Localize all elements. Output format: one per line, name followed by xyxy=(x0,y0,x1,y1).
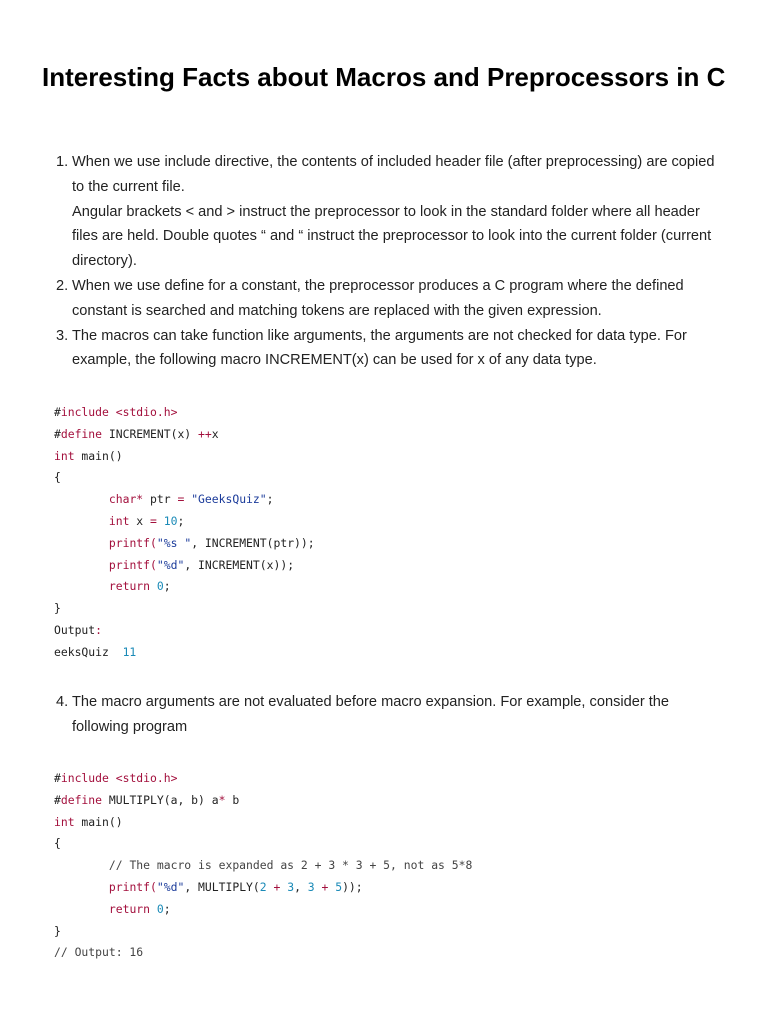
code-token xyxy=(150,902,157,916)
code-token: // Output: 16 xyxy=(54,945,144,960)
code-token: main() xyxy=(74,448,123,463)
code-token: : xyxy=(95,622,103,637)
code-token: main() xyxy=(74,814,123,829)
code-token: define xyxy=(60,792,103,807)
code-line xyxy=(54,446,315,468)
code-token xyxy=(54,536,109,550)
list-item-text: The macro arguments are not evaluated before macro expansion. For example, consider the following program xyxy=(72,694,670,735)
list-item-number: 4. xyxy=(56,694,69,710)
code-token: 5 xyxy=(335,879,343,894)
list-item-number: 3. xyxy=(56,327,69,344)
code-token xyxy=(54,579,109,593)
code-token: 0 xyxy=(156,579,164,594)
code-token: = xyxy=(177,492,185,507)
code-token: int xyxy=(108,513,130,528)
code-token: printf( xyxy=(108,535,157,550)
code-line xyxy=(54,424,315,446)
code-block-increment xyxy=(54,402,315,664)
code-token: // The macro is expanded as 2 + 3 * 3 + 5, not as 5*8 xyxy=(108,858,473,873)
code-token: 2 xyxy=(259,879,267,894)
code-line xyxy=(54,855,472,877)
code-token: return xyxy=(108,579,151,594)
code-token: return xyxy=(108,901,151,916)
code-line xyxy=(54,402,315,424)
code-token: )); xyxy=(342,879,363,894)
code-token xyxy=(315,880,322,894)
code-line xyxy=(54,942,472,964)
code-block-multiply xyxy=(54,768,472,964)
list-item-text: The macros can take function like arguments, the arguments are not checked for data type. For example, the following macro INCREMENT(x) can be used for x of any data type. xyxy=(72,327,687,369)
code-token: INCREMENT(x) xyxy=(102,426,199,441)
list-item-text: When we use define for a constant, the preprocessor produces a C program where the defined constant is searched and matching tokens are replaced with the given expression. xyxy=(72,277,684,319)
code-token: "%s " xyxy=(156,535,192,550)
code-line xyxy=(54,489,315,511)
code-line xyxy=(54,899,472,921)
code-line xyxy=(54,921,472,943)
code-line xyxy=(54,790,472,812)
list-item xyxy=(0,324,768,374)
code-token: # xyxy=(54,426,61,441)
code-token: ++ xyxy=(198,426,212,441)
code-token: , xyxy=(294,879,308,894)
code-token: { xyxy=(54,470,61,485)
code-line xyxy=(54,877,472,899)
code-line xyxy=(54,555,315,577)
code-token: "GeeksQuiz" xyxy=(191,492,267,507)
code-token: # xyxy=(54,405,61,419)
code-token: + xyxy=(321,879,329,894)
code-token: ; xyxy=(266,492,274,507)
code-token: x xyxy=(129,513,151,528)
code-token xyxy=(54,902,109,916)
code-token: ; xyxy=(163,901,171,916)
code-token: ; xyxy=(163,579,171,594)
code-token: int xyxy=(54,448,75,463)
facts-list-continued xyxy=(0,690,768,740)
code-token: 11 xyxy=(122,644,137,659)
code-token: b xyxy=(225,792,240,807)
code-token: , INCREMENT(ptr)); xyxy=(191,535,315,550)
code-token xyxy=(54,492,109,506)
code-token: ptr xyxy=(143,492,178,507)
code-line xyxy=(54,576,315,598)
list-item-text: When we use include directive, the contents of included header file (after preprocessing) are copied to the current file. xyxy=(72,154,715,195)
code-token: 0 xyxy=(156,901,164,916)
code-token: "%d" xyxy=(156,557,185,572)
code-token: # xyxy=(54,792,61,807)
code-token: include xyxy=(60,771,109,785)
list-item-text: Angular brackets < and > instruct the preprocessor to look in the standard folder where all header files are held. Double quotes “ and “ instruct the preprocessor to look into the current folder (current directory). xyxy=(72,203,712,270)
code-token: eeksQuiz xyxy=(54,644,123,659)
code-token: printf( xyxy=(108,557,157,572)
code-token: x xyxy=(211,426,219,441)
code-line xyxy=(54,511,315,533)
code-token xyxy=(54,558,109,572)
code-token: * xyxy=(218,792,226,807)
code-token: MULTIPLY(a, b) a xyxy=(102,792,219,807)
code-token: define xyxy=(60,426,103,441)
code-token: 10 xyxy=(163,513,178,528)
code-line xyxy=(54,598,315,620)
code-token: Output xyxy=(54,622,96,637)
code-token: , INCREMENT(x)); xyxy=(184,557,295,572)
code-token xyxy=(150,579,157,593)
code-token: 3 xyxy=(307,879,315,894)
code-token: } xyxy=(54,923,61,938)
code-token: } xyxy=(54,601,61,616)
list-item xyxy=(0,150,768,274)
code-token xyxy=(157,514,164,528)
code-line xyxy=(54,467,315,489)
code-token: <stdio.h> xyxy=(108,405,178,419)
code-token xyxy=(54,880,109,894)
code-token: ; xyxy=(177,513,185,528)
code-token: = xyxy=(150,513,157,528)
code-token xyxy=(54,514,109,528)
code-token: int xyxy=(54,814,75,829)
code-token: + xyxy=(273,879,281,894)
code-line xyxy=(54,833,472,855)
code-token: # xyxy=(54,771,61,785)
list-item-number: 1. xyxy=(56,154,69,170)
code-token: char* xyxy=(108,492,144,507)
code-line xyxy=(54,768,472,790)
facts-list xyxy=(0,150,768,373)
code-token: include xyxy=(60,405,109,419)
code-token: 3 xyxy=(287,879,295,894)
code-line xyxy=(54,642,315,664)
page-title: Interesting Facts about Macros and Preprocessors in C xyxy=(42,62,726,92)
list-item xyxy=(0,690,768,740)
code-token xyxy=(54,858,109,872)
code-line xyxy=(54,533,315,555)
list-item-number: 2. xyxy=(56,277,69,294)
code-line xyxy=(54,620,315,642)
code-token: <stdio.h> xyxy=(108,771,178,785)
code-token: , MULTIPLY( xyxy=(184,879,260,894)
code-token: printf( xyxy=(108,879,157,894)
code-token: "%d" xyxy=(156,879,185,894)
code-token: { xyxy=(54,836,61,851)
code-line xyxy=(54,812,472,834)
list-item xyxy=(0,274,768,324)
